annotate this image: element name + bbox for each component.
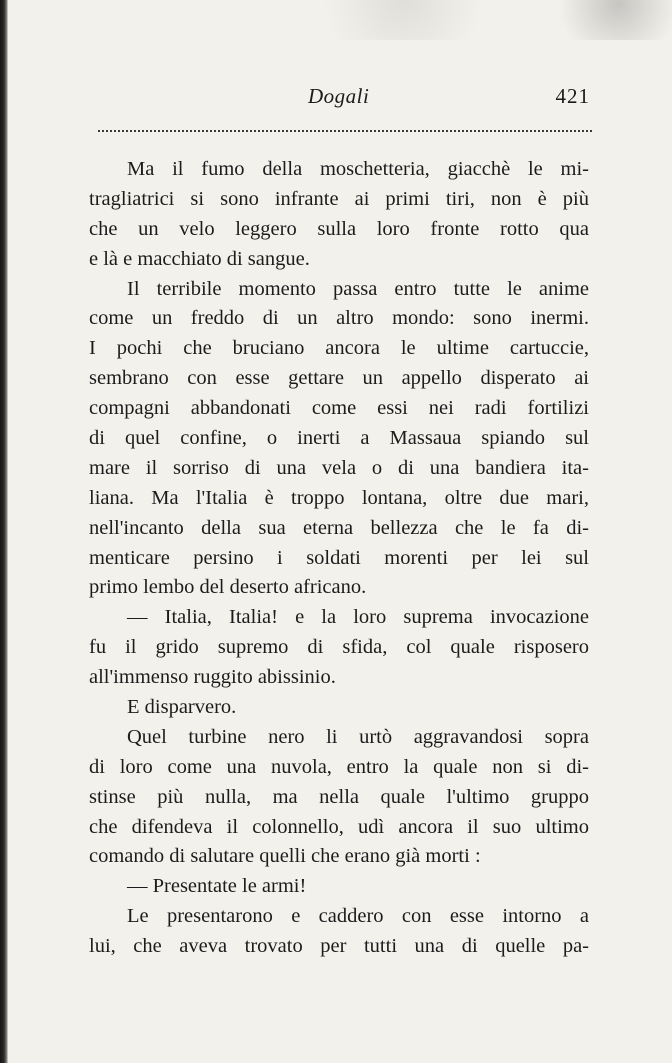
text-line: compagni abbandonati come essi nei radi fortilizi — [89, 397, 589, 420]
text-line: — Italia, Italia! e la loro suprema invocazione — [127, 606, 589, 629]
text-line: di loro come una nuvola, entro la quale non si di- — [89, 755, 589, 778]
text-line: Le presentarono e caddero con esse intorno a — [127, 905, 589, 928]
text-line: che difendeva il colonnello, udì ancora il suo ultimo — [89, 815, 589, 838]
text-line: Quel turbine nero li urtò aggravandosi sopra — [127, 725, 589, 748]
text-line: Il terribile momento passa entro tutte le anime — [127, 277, 589, 300]
text-line: liana. Ma l'Italia è troppo lontana, oltre due mari, — [89, 486, 589, 509]
text-line: fu il grido supremo di sfida, col quale risposero — [89, 636, 589, 659]
running-head — [90, 80, 600, 120]
body-text — [89, 155, 589, 962]
text-line: e là e macchiato di sangue. — [89, 247, 310, 270]
text-line: lui, che aveva trovato per tutti una di quelle pa- — [89, 935, 589, 958]
text-line: tragliatrici si sono infrante ai primi tiri, non è più — [89, 187, 589, 210]
text-line: E disparvero. — [127, 696, 237, 719]
header-dotted-rule — [98, 130, 592, 132]
text-line: all'immenso ruggito abissinio. — [89, 666, 336, 689]
text-line: menticare persino i soldati morenti per lei sul — [89, 546, 589, 569]
text-line: che un velo leggero sulla loro fronte rotto qua — [89, 217, 589, 240]
text-line: I pochi che bruciano ancora le ultime cartuccie, — [89, 337, 589, 360]
text-line: Ma il fumo della moschetteria, giacchè le mi- — [127, 158, 589, 180]
text-line: stinse più nulla, ma nella quale l'ultimo gruppo — [89, 785, 589, 808]
text-line: primo lembo del deserto africano. — [89, 576, 367, 599]
page-spine-edge — [0, 0, 8, 1063]
page-top-stain — [0, 0, 672, 40]
text-line: — Presentate le armi! — [127, 875, 307, 898]
running-head-title: Dogali — [308, 84, 370, 108]
text-line: comando di salutare quelli che erano già morti : — [89, 845, 481, 868]
text-line: come un freddo di un altro mondo: sono inermi. — [89, 307, 589, 330]
text-line: nell'incanto della sua eterna bellezza che le fa di- — [89, 516, 589, 539]
text-line: di quel confine, o inerti a Massaua spiando sul — [89, 427, 589, 450]
text-line: mare il sorriso di una vela o di una bandiera ita- — [89, 456, 589, 479]
page-number: 421 — [555, 84, 590, 108]
text-line: sembrano con esse gettare un appello disperato ai — [89, 367, 589, 390]
